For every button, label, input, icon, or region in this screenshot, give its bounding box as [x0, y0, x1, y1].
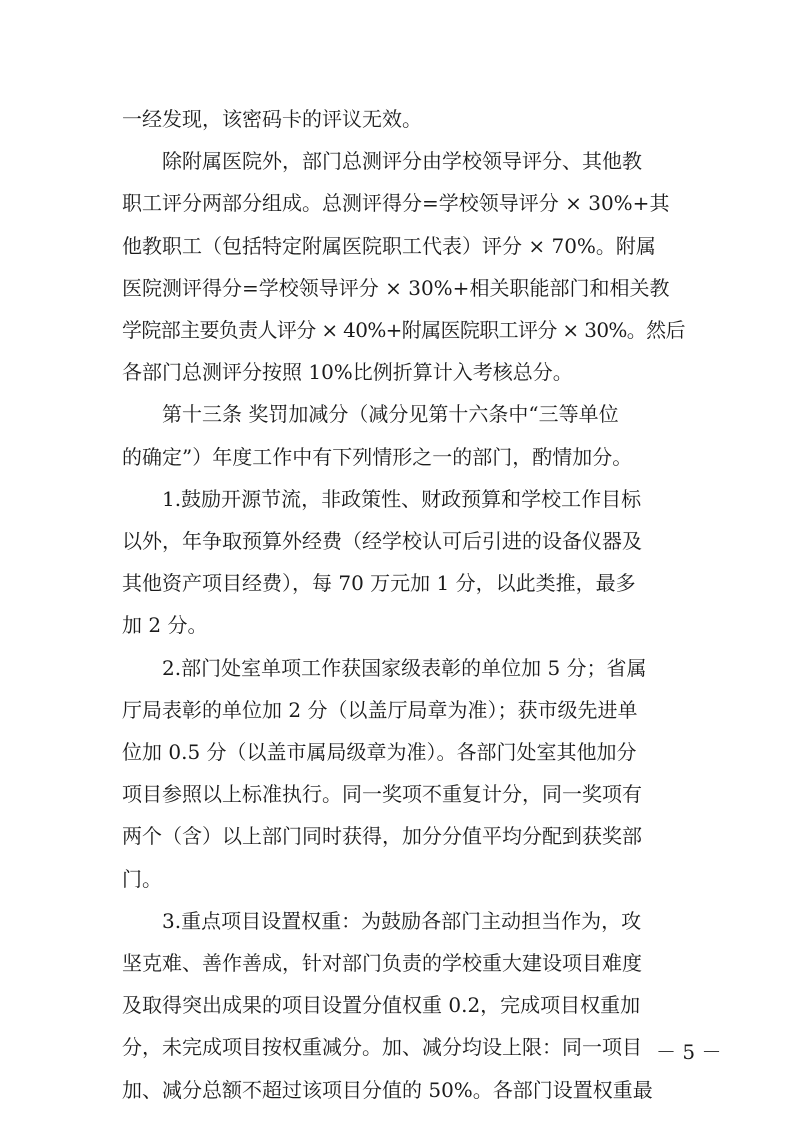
text-line: 门。	[122, 867, 162, 891]
text-line: 一经发现，该密码卡的评议无效。	[122, 107, 422, 131]
text-line: 及取得突出成果的项目设置分值权重 0.2，完成项目权重加	[122, 993, 641, 1017]
text-line: 除附属医院外，部门总测评分由学校领导评分、其他教	[162, 149, 642, 173]
text-line: 位加 0.5 分（以盖市属局级章为准）。各部门处室其他加分	[122, 740, 637, 764]
text-line: 的确定”）年度工作中有下列情形之一的部门，酌情加分。	[122, 445, 633, 469]
text-line: 项目参照以上标准执行。同一奖项不重复计分，同一奖项有	[122, 782, 642, 806]
text-line: 医院测评得分=学校领导评分 × 30%+相关职能部门和相关教	[122, 276, 670, 300]
text-line: 以外，年争取预算外经费（经学校认可后引进的设备仪器及	[122, 529, 642, 553]
text-line: 厅局表彰的单位加 2 分（以盖厅局章为准）；获市级先进单	[122, 698, 638, 722]
text-line: 第十三条 奖罚加减分（减分见第十六条中“三等单位	[162, 402, 619, 426]
text-line: 其他资产项目经费），每 70 万元加 1 分，以此类推，最多	[122, 571, 636, 595]
text-line: 1.鼓励开源节流，非政策性、财政预算和学校工作目标	[162, 487, 642, 511]
text-line: 职工评分两部分组成。总测评得分=学校领导评分 × 30%+其	[122, 191, 670, 215]
text-line: 各部门总测评分按照 10%比例折算计入考核总分。	[122, 360, 573, 384]
text-line: 分，未完成项目按权重减分。加、减分均设上限：同一项目	[122, 1035, 642, 1059]
page-number: － 5 －	[656, 1040, 722, 1064]
text-line: 两个（含）以上部门同时获得，加分分值平均分配到获奖部	[122, 824, 642, 848]
text-line: 学院部主要负责人评分 × 40%+附属医院职工评分 × 30%。然后	[122, 318, 685, 342]
text-line: 3.重点项目设置权重：为鼓励各部门主动担当作为，攻	[162, 909, 642, 933]
text-line: 2.部门处室单项工作获国家级表彰的单位加 5 分；省属	[162, 656, 647, 680]
text-line: 加 2 分。	[122, 613, 208, 637]
text-line: 坚克难、善作善成，针对部门负责的学校重大建设项目难度	[122, 951, 642, 975]
text-line: 他教职工（包括特定附属医院职工代表）评分 × 70%。附属	[122, 234, 656, 258]
text-line: 加、减分总额不超过该项目分值的 50%。各部门设置权重最	[122, 1078, 653, 1102]
